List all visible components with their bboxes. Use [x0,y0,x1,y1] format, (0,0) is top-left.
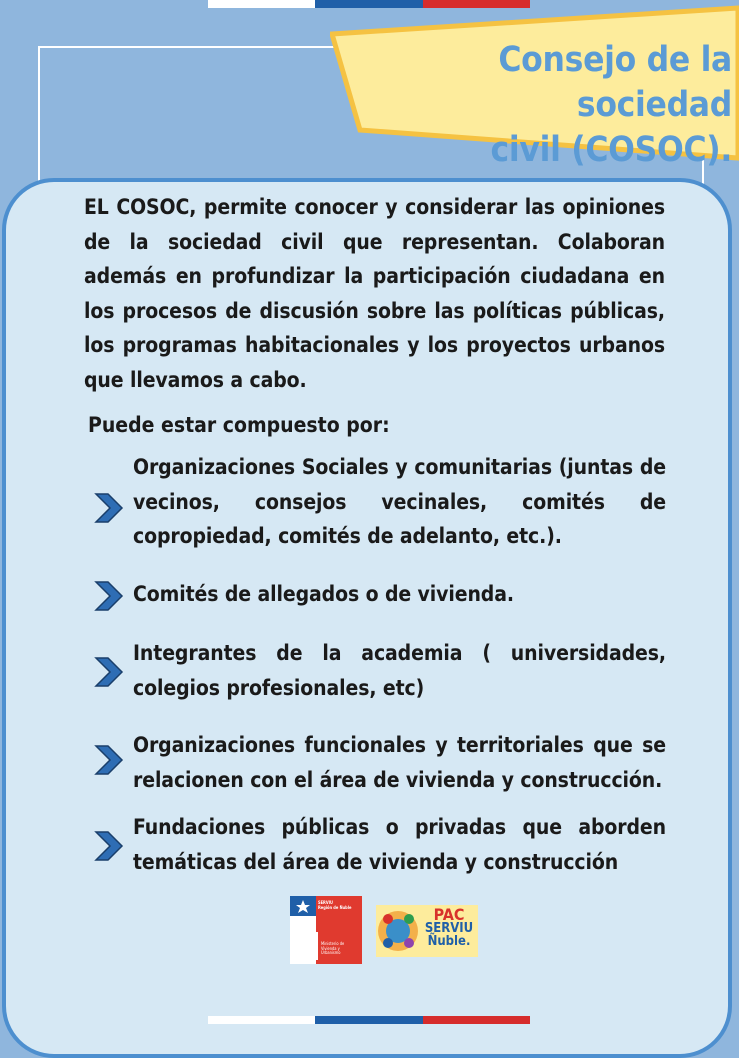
page-title [352,38,732,173]
chevron-right-icon [94,742,124,778]
list-item-text: Comités de allegados o de vivienda. [133,582,514,606]
list-item-text: Integrantes de la academia ( universidades, colegios profesionales, etc) [133,641,666,700]
intro-paragraph: EL COSOC, permite conocer y considerar las opiniones de la sociedad civil que representan. Colaboran además en profundizar la participación ciudadana en los procesos de discusión sobre las políticas públicas, los programas habitacionales y los proyectos urbanos que llevamos a cabo. [84,195,665,392]
chevron-right-icon [94,654,124,690]
title-banner [330,0,739,170]
title-line-2: civil (COSOC). [490,130,732,170]
list-item-text: Fundaciones públicas o privadas que aborden temáticas del área de vivienda y construcción [133,815,666,874]
list-item-text: Organizaciones funcionales y territoriales que se relacionen con el área de vivienda y construcción. [133,733,666,792]
title-line-1: Consejo de la sociedad [498,40,732,125]
bottom-flag-bar [208,1016,530,1024]
pac-serviu-logo [376,905,478,957]
serviu-logo-text: SERVIU Región de Ñuble [318,900,352,910]
chevron-right-icon [94,490,124,526]
compose-label: Puede estar compuesto por: [88,413,390,437]
pac-logo-text: PAC SERVIU Ñuble. [424,905,474,949]
serviu-logo [290,896,362,964]
chevron-right-icon [94,828,124,864]
chevron-right-icon [94,578,124,614]
list-item-text: Organizaciones Sociales y comunitarias (juntas de vecinos, consejos vecinales, comités de copropiedad, comités de adelanto, etc.). [133,455,666,548]
serviu-ministry-text: Ministerio de Vivienda y Urbanismo [321,941,345,955]
